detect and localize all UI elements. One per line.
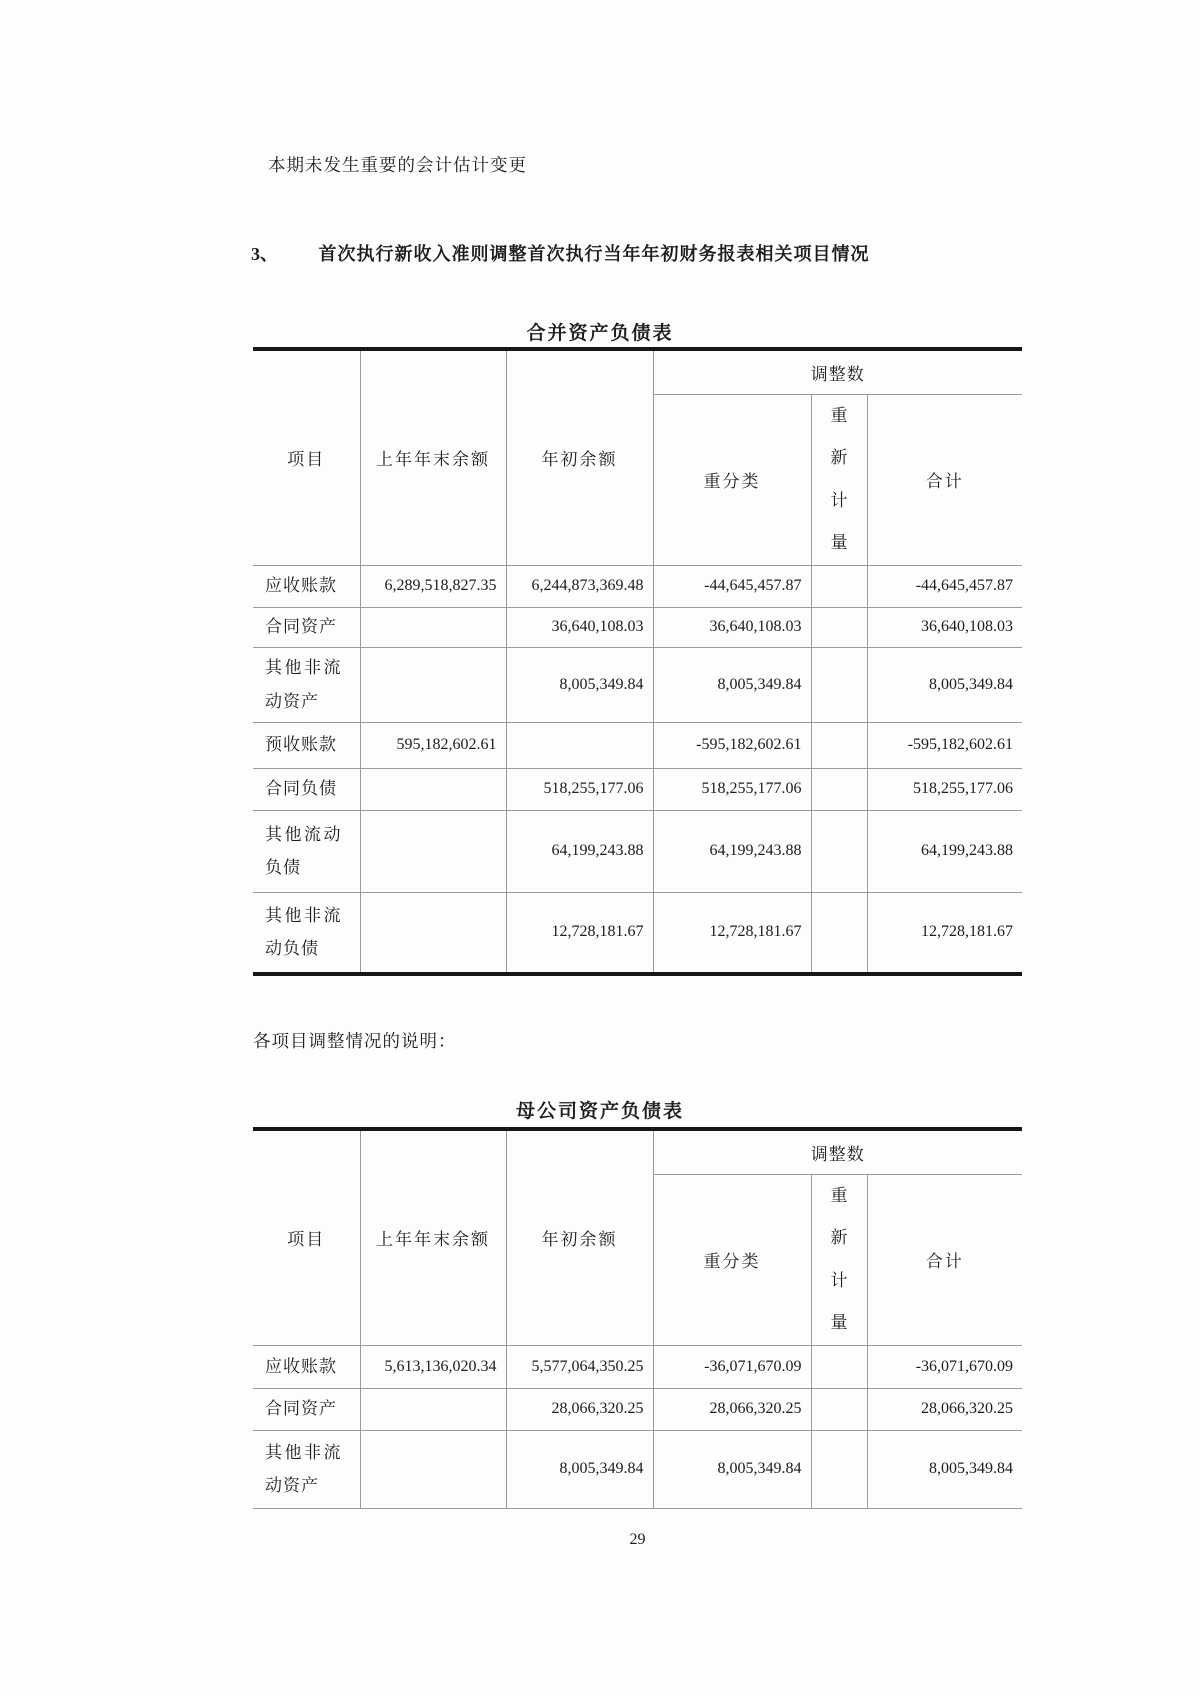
- cell-reclassification: 8,005,349.84: [653, 647, 811, 722]
- table-row: [253, 607, 1022, 647]
- cell-prev-year-end: [360, 1430, 506, 1508]
- cell-prev-year-end: [360, 768, 506, 810]
- cell-prev-year-end: 6,289,518,827.35: [360, 565, 506, 607]
- cell-reclassification: -595,182,602.61: [653, 722, 811, 768]
- table-title-parent: 母公司资产负债表: [515, 1101, 684, 1122]
- table-row: [253, 1430, 1022, 1508]
- cell-item: 应收账款: [253, 1345, 360, 1388]
- page-number: 29: [629, 1531, 646, 1548]
- table-row: [253, 810, 1022, 892]
- cell-reclassification: 8,005,349.84: [653, 1430, 811, 1508]
- cell-year-begin: 8,005,349.84: [506, 647, 653, 722]
- header-remeasurement: [811, 394, 867, 565]
- cell-prev-year-end: [360, 1388, 506, 1430]
- cell-total: -44,645,457.87: [867, 565, 1022, 607]
- cell-prev-year-end: 595,182,602.61: [360, 722, 506, 768]
- cell-year-begin: 36,640,108.03: [506, 607, 653, 647]
- cell-year-begin: [506, 722, 653, 768]
- cell-year-begin: 12,728,181.67: [506, 892, 653, 972]
- cell-reclassification: -36,071,670.09: [653, 1345, 811, 1388]
- cell-total: 518,255,177.06: [867, 768, 1022, 810]
- header-remeasurement: [811, 1174, 867, 1345]
- cell-remeasurement: [811, 565, 867, 607]
- cell-item: 其他非流动资产: [253, 647, 360, 722]
- cell-remeasurement: [811, 892, 867, 972]
- header-item: 项目: [253, 1131, 360, 1345]
- cell-year-begin: 518,255,177.06: [506, 768, 653, 810]
- header-total: 合计: [867, 1174, 1022, 1345]
- header-adjustments: 调整数: [653, 351, 1022, 394]
- cell-total: 36,640,108.03: [867, 607, 1022, 647]
- cell-total: 8,005,349.84: [867, 647, 1022, 722]
- header-total: 合计: [867, 394, 1022, 565]
- cell-reclassification: 64,199,243.88: [653, 810, 811, 892]
- cell-remeasurement: [811, 810, 867, 892]
- balance-table-consolidated: [253, 347, 1022, 976]
- cell-prev-year-end: [360, 607, 506, 647]
- cell-remeasurement: [811, 1388, 867, 1430]
- cell-prev-year-end: [360, 647, 506, 722]
- cell-reclassification: 12,728,181.67: [653, 892, 811, 972]
- section-title: 首次执行新收入准则调整首次执行当年年初财务报表相关项目情况: [318, 244, 870, 264]
- table-row: [253, 722, 1022, 768]
- table-row: [253, 565, 1022, 607]
- cell-total: -36,071,670.09: [867, 1345, 1022, 1388]
- table-row: [253, 768, 1022, 810]
- cell-total: -595,182,602.61: [867, 722, 1022, 768]
- cell-remeasurement: [811, 768, 867, 810]
- table-title-consolidated: 合并资产负债表: [526, 323, 674, 344]
- table-row: [253, 647, 1022, 722]
- cell-item: 其他非流动资产: [253, 1430, 360, 1508]
- cell-reclassification: 36,640,108.03: [653, 607, 811, 647]
- cell-total: 8,005,349.84: [867, 1430, 1022, 1508]
- cell-year-begin: 28,066,320.25: [506, 1388, 653, 1430]
- header-adjustments: 调整数: [653, 1131, 1022, 1174]
- section-number: 3、: [251, 244, 278, 264]
- cell-year-begin: 8,005,349.84: [506, 1430, 653, 1508]
- header-reclassification: 重分类: [653, 1174, 811, 1345]
- cell-prev-year-end: [360, 892, 506, 972]
- section-heading: [251, 240, 870, 266]
- cell-remeasurement: [811, 607, 867, 647]
- header-year-begin-balance: 年初余额: [506, 1131, 653, 1345]
- table-row: [253, 1388, 1022, 1430]
- cell-remeasurement: [811, 1430, 867, 1508]
- cell-reclassification: -44,645,457.87: [653, 565, 811, 607]
- cell-remeasurement: [811, 722, 867, 768]
- cell-reclassification: 518,255,177.06: [653, 768, 811, 810]
- table-row: [253, 1345, 1022, 1388]
- cell-reclassification: 28,066,320.25: [653, 1388, 811, 1430]
- header-prev-year-end-balance: 上年年末余额: [360, 351, 506, 565]
- cell-total: 12,728,181.67: [867, 892, 1022, 972]
- header-prev-year-end-balance: 上年年末余额: [360, 1131, 506, 1345]
- note-text: 各项目调整情况的说明：: [253, 1031, 457, 1051]
- header-item: 项目: [253, 351, 360, 565]
- cell-item: 合同负债: [253, 768, 360, 810]
- cell-year-begin: 6,244,873,369.48: [506, 565, 653, 607]
- table-row: [253, 892, 1022, 972]
- cell-item: 其他流动负债: [253, 810, 360, 892]
- cell-remeasurement: [811, 647, 867, 722]
- header-reclassification: 重分类: [653, 394, 811, 565]
- cell-total: 28,066,320.25: [867, 1388, 1022, 1430]
- remeasurement-vertical-text: 重新计量: [830, 405, 848, 552]
- cell-prev-year-end: [360, 810, 506, 892]
- remeasurement-vertical-text: 重新计量: [830, 1185, 848, 1332]
- cell-remeasurement: [811, 1345, 867, 1388]
- cell-total: 64,199,243.88: [867, 810, 1022, 892]
- cell-item: 应收账款: [253, 565, 360, 607]
- cell-year-begin: 64,199,243.88: [506, 810, 653, 892]
- cell-item: 其他非流动负债: [253, 892, 360, 972]
- balance-table-parent: [253, 1127, 1022, 1509]
- cell-item: 合同资产: [253, 607, 360, 647]
- cell-item: 预收账款: [253, 722, 360, 768]
- cell-prev-year-end: 5,613,136,020.34: [360, 1345, 506, 1388]
- header-year-begin-balance: 年初余额: [506, 351, 653, 565]
- cell-year-begin: 5,577,064,350.25: [506, 1345, 653, 1388]
- cell-item: 合同资产: [253, 1388, 360, 1430]
- intro-paragraph: 本期未发生重要的会计估计变更: [268, 155, 527, 175]
